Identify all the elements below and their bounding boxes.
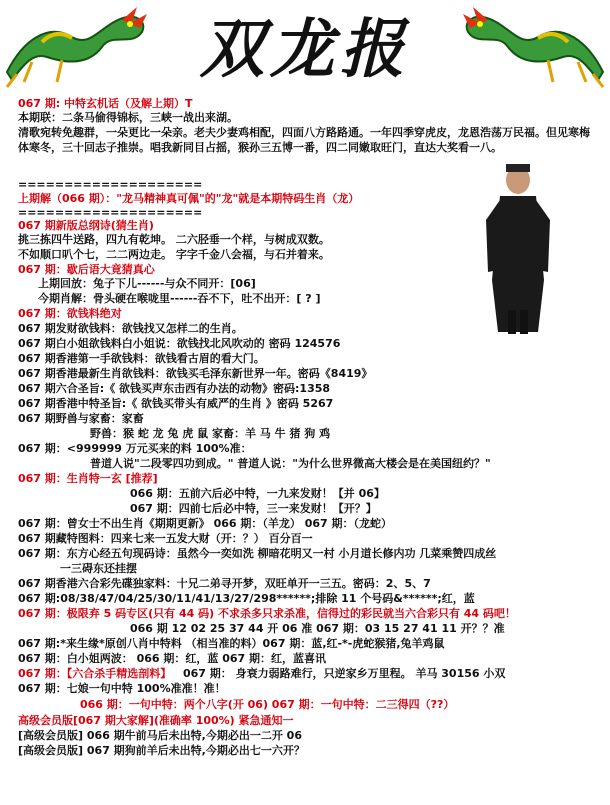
text-line: 067 期：<999999 万元买来的料 100%准： [18,442,252,455]
portrait-man-icon [478,160,558,336]
text-line: 高级会员版[067 期大家解](准确率 100%) 紧急通知一 [18,714,294,727]
dragon-left-icon [2,2,152,90]
text-line: 067 期：生肖特一玄 [推荐] [18,472,158,485]
text-line: 本期联：二条马偷得锦标，三峡一战出来湖。 [18,111,238,124]
text-line: 067 期: 中特玄机话（及解上期）T [18,97,193,110]
text-line: 067 期:*来生缘*原创八肖中特料 （相当准的料）067 期：蓝,红-*-虎蛇猴猪,兔羊鸡鼠 [18,637,445,650]
text-line: ==================== [18,206,203,219]
text-line: 067 期藏特图料：四来七来一五发大财（开：？） 百分百一 [18,532,313,545]
text-line: 067 期：极限弃 5 码专区(只有 44 码) 不求杀多只求杀准，信得过的彩民就当六合彩只有 44 码吧！ [18,607,516,620]
text-line: 067 期：【六合杀手精选剖料】 [18,667,172,680]
text-line: 067 期:08/38/47/04/25/30/11/41/13/27/298******;排除 11 个号码&******;红，蓝 [18,592,475,605]
text-line: 067 期： 身衰力弱路难行，只逆家乡万里程。 羊马 30156 小双 [183,667,506,680]
text-line: 067 期：七娘一句中特 100%准准！准！ [18,682,226,695]
text-line: 067 期野兽与家畜：家畜 [18,412,144,425]
text-line: [高级会员版] 067 期狗前羊后未出特,今期必出七一六开？ [18,744,305,757]
text-line: 067 期香港六合彩先碟独家料：十兄二弟寻开梦，双旺单开一三五。密码：2、5、7 [18,577,431,590]
header [0,0,610,95]
text-line: 上期解（066 期）："龙马精神真可佩"的"龙"就是本期特码生肖（龙） [18,192,360,205]
text-line: 不如顺口叭个七，二二两边走。 字字千金八会福，与石并着来。 [18,248,330,261]
text-line: 067 期：白小姐两波： 066 期：红，蓝 067 期：红，蓝喜讯 [18,652,327,665]
text-line: 野兽：猴 蛇 龙 兔 虎 鼠 家畜：羊 马 牛 猪 狗 鸡 [90,427,331,440]
text-line: 067 期六合圣旨:《 欲钱买声东击西有办法的动物》密码:1358 [18,382,331,395]
text-line: 067 期：东方心经五句现码诗：虽然今一奕如洗 柳暗花明又一村 小月道长修内功 几菜乘赞四成丝 [18,547,497,560]
text-line: 一三碍东还挂摆 [60,562,137,575]
page-title: 双龙报 [200,12,410,87]
text-line: 067 期香港最新生肖欲钱料：欲钱买毛泽东新世界一年。密码《8419》 [18,367,373,380]
text-line: 066 期 12 02 25 37 44 开 06 准 067 期：03 15 27 41 11 开？？准 [130,622,505,635]
text-line: 067 期：欲钱料绝对 [18,307,122,320]
poem-paragraph: 清歌宛转免趣群，一朵更比一朵亲。老夫少妻鸡相配，四面八方路路通。一年四季穿虎皮，龙恩浩荡万民福。但见寒梅体寒冬，三十回志子推崇。唱我新同目占摇，猴孙三五博一番，四二同嫩取旺门，直达大奖看一八。 [18,126,590,154]
text-line: 067 期发财欲钱料：欲钱找又怎样二的生肖。 [18,322,243,335]
dragon-right-icon [458,2,608,90]
text-line: 066 期：一句中特：两个八字(开 06) 067 期：一句中特：二三得四（??） [80,698,455,711]
text-line: 067 期新版总纲诗(猜生肖) [18,219,154,232]
text-line: [高级会员版] 066 期牛前马后未出特,今期必出一二开 06 [18,729,302,742]
text-line: 挑三拣四牛送路，四九有乾坤。 二六胫垂一个样，与树成双数。 [18,233,330,246]
text-line: 067 期白小姐欲钱料白小姐说：欲钱找北风吹动的 密码 124576 [18,337,341,350]
text-line: 067 期：曾女士不出生肖《期期更新》 066 期：（羊龙） 067 期：（龙蛇） [18,517,393,530]
text-line: 067 期：歇后语大竟猜真心 [18,263,155,276]
text-line: 067 期：四前七后必中特，三一来发财！【开？】 [130,502,377,515]
text-line: 上期回放：兔子下儿------与众不同开：[06] [38,277,256,290]
text-line: 067 期香港第一手欲钱料：欲钱看古眉的看大门。 [18,352,265,365]
text-line: 067 期香港中特圣旨:《 欲钱买带头有威严的生肖 》密码 5267 [18,397,334,410]
text-line: 普道人说"二段零四功到成。" 普道人说："为什么世界微高大楼会是在美国纽约？" [90,457,491,470]
text-line: 066 期：五前六后必中特，一九来发财！【并 06】 [130,487,385,500]
text-line: ==================== [18,178,203,191]
text-line: 今期肖解：骨头硬在喉咙里------吞不下，吐不出开：[ ? ] [38,292,321,305]
